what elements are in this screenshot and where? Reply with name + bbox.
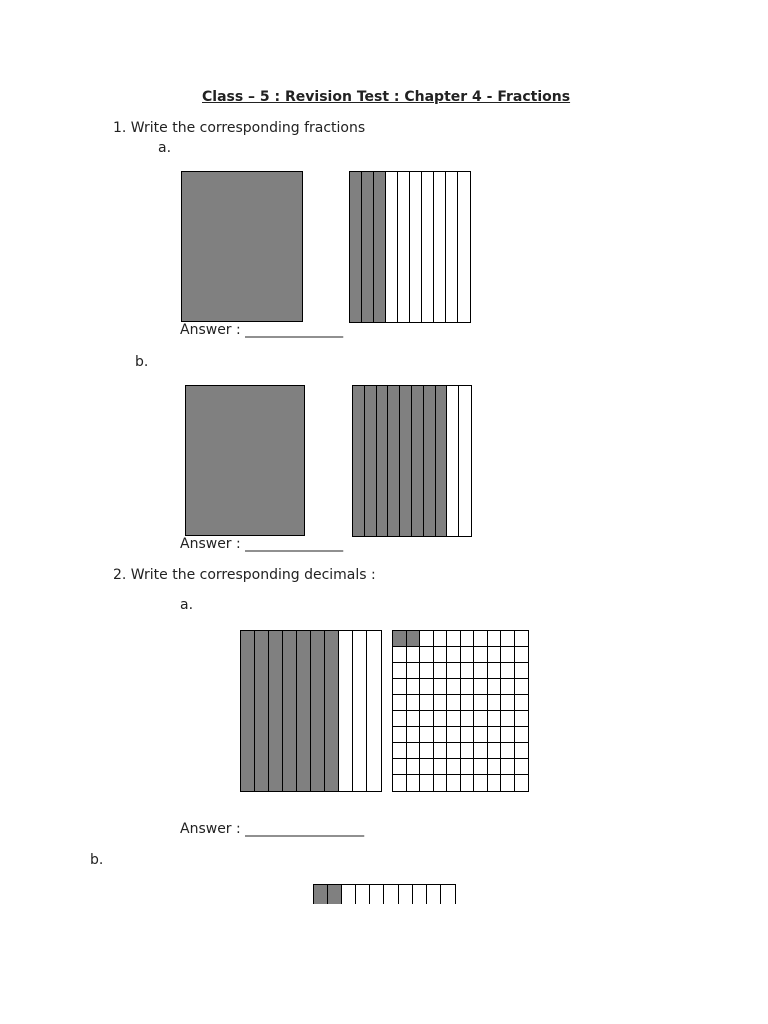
grid-cell [447, 679, 461, 695]
grid-cell [407, 743, 421, 759]
grid-cell [393, 727, 407, 743]
strip-column [283, 631, 297, 791]
grid-cell [393, 663, 407, 679]
grid-cell [501, 775, 515, 791]
grid-cell [501, 695, 515, 711]
strip-column [434, 172, 446, 322]
strip-column [400, 386, 412, 536]
grid-cell [447, 647, 461, 663]
grid-cell [488, 695, 502, 711]
grid-cell [515, 679, 529, 695]
q1a-whole-square [181, 171, 303, 322]
question-2b-label: b. [90, 852, 104, 868]
grid-cell [420, 663, 434, 679]
strip-column [422, 172, 434, 322]
strip-column [353, 386, 365, 536]
question-2-text: 2. Write the corresponding decimals : [113, 567, 376, 583]
grid-cell [461, 759, 475, 775]
strip-column [269, 631, 283, 791]
question-1b-answer: Answer : ______________ [180, 536, 344, 552]
strip-column [399, 885, 413, 904]
strip-column [447, 386, 459, 536]
grid-cell [474, 711, 488, 727]
q1b-whole-square [185, 385, 305, 536]
grid-cell [501, 727, 515, 743]
grid-cell [474, 647, 488, 663]
q2a-hundredths-grid [392, 630, 529, 792]
strip-column [374, 172, 386, 322]
grid-cell [488, 663, 502, 679]
grid-cell [488, 743, 502, 759]
strip-column [328, 885, 342, 904]
grid-cell [515, 663, 529, 679]
strip-column [398, 172, 410, 322]
grid-cell [501, 743, 515, 759]
strip-column [446, 172, 458, 322]
strip-column [342, 885, 356, 904]
grid-cell [501, 759, 515, 775]
grid-cell [434, 663, 448, 679]
grid-cell [434, 711, 448, 727]
grid-cell [474, 759, 488, 775]
grid-cell [515, 775, 529, 791]
question-1-text: 1. Write the corresponding fractions [113, 120, 366, 136]
grid-cell [407, 775, 421, 791]
grid-cell [447, 727, 461, 743]
grid-cell [488, 775, 502, 791]
strip-column [436, 386, 448, 536]
grid-cell [420, 743, 434, 759]
grid-cell [393, 647, 407, 663]
strip-column [370, 885, 384, 904]
grid-cell [515, 759, 529, 775]
grid-cell [488, 759, 502, 775]
strip-column [311, 631, 325, 791]
strip-column [386, 172, 398, 322]
grid-cell [393, 711, 407, 727]
strip-column [339, 631, 353, 791]
grid-cell [447, 743, 461, 759]
grid-cell [474, 727, 488, 743]
grid-cell [515, 711, 529, 727]
grid-cell [474, 679, 488, 695]
grid-cell [501, 647, 515, 663]
grid-cell [434, 727, 448, 743]
strip-column [424, 386, 436, 536]
grid-cell [393, 679, 407, 695]
grid-cell [515, 743, 529, 759]
grid-cell [501, 679, 515, 695]
grid-cell [434, 647, 448, 663]
grid-cell [434, 695, 448, 711]
grid-cell [488, 711, 502, 727]
strip-column [353, 631, 367, 791]
grid-cell [420, 727, 434, 743]
grid-cell [447, 631, 461, 647]
strip-column [427, 885, 441, 904]
grid-cell [407, 631, 421, 647]
grid-cell [447, 775, 461, 791]
grid-cell [461, 679, 475, 695]
question-2a-answer: Answer : _________________ [180, 821, 365, 837]
strip-column [367, 631, 381, 791]
grid-cell [407, 711, 421, 727]
grid-cell [474, 663, 488, 679]
grid-cell [488, 727, 502, 743]
question-1a-answer: Answer : ______________ [180, 322, 344, 338]
grid-cell [420, 775, 434, 791]
q2a-tenths-strip [240, 630, 382, 792]
grid-cell [474, 775, 488, 791]
grid-cell [393, 695, 407, 711]
grid-cell [515, 647, 529, 663]
grid-cell [447, 695, 461, 711]
grid-cell [434, 631, 448, 647]
grid-cell [434, 743, 448, 759]
page-title: Class – 5 : Revision Test : Chapter 4 - Fractions [202, 89, 571, 105]
grid-cell [515, 631, 529, 647]
grid-cell [420, 759, 434, 775]
grid-cell [420, 695, 434, 711]
q1a-fraction-strip [349, 171, 471, 323]
grid-cell [407, 647, 421, 663]
grid-cell [407, 663, 421, 679]
strip-column [365, 386, 377, 536]
grid-cell [447, 663, 461, 679]
strip-column [297, 631, 311, 791]
grid-cell [515, 695, 529, 711]
strip-column [458, 172, 470, 322]
grid-cell [407, 695, 421, 711]
grid-cell [488, 631, 502, 647]
grid-cell [393, 759, 407, 775]
question-2a-label: a. [180, 597, 194, 613]
strip-column [388, 386, 400, 536]
grid-cell [488, 679, 502, 695]
grid-cell [474, 743, 488, 759]
grid-cell [461, 663, 475, 679]
grid-cell [461, 727, 475, 743]
grid-cell [407, 759, 421, 775]
grid-cell [461, 743, 475, 759]
grid-cell [420, 647, 434, 663]
grid-cell [461, 695, 475, 711]
grid-cell [407, 679, 421, 695]
grid-cell [420, 631, 434, 647]
strip-column [459, 386, 471, 536]
strip-column [362, 172, 374, 322]
strip-column [350, 172, 362, 322]
grid-cell [461, 775, 475, 791]
strip-column [241, 631, 255, 791]
strip-column [410, 172, 422, 322]
grid-cell [447, 759, 461, 775]
strip-column [412, 386, 424, 536]
strip-column [255, 631, 269, 791]
strip-column [377, 386, 389, 536]
grid-cell [474, 695, 488, 711]
grid-cell [488, 647, 502, 663]
grid-cell [461, 711, 475, 727]
question-1a-label: a. [158, 140, 172, 156]
grid-cell [501, 711, 515, 727]
grid-cell [515, 727, 529, 743]
grid-cell [407, 727, 421, 743]
grid-cell [393, 631, 407, 647]
question-1b-label: b. [135, 354, 149, 370]
q1b-fraction-strip [352, 385, 472, 537]
grid-cell [420, 679, 434, 695]
grid-cell [393, 775, 407, 791]
grid-cell [461, 647, 475, 663]
grid-cell [474, 631, 488, 647]
grid-cell [461, 631, 475, 647]
strip-column [314, 885, 328, 904]
grid-cell [393, 743, 407, 759]
grid-cell [501, 631, 515, 647]
q2b-tenths-strip [313, 884, 456, 904]
grid-cell [420, 711, 434, 727]
grid-cell [434, 775, 448, 791]
grid-cell [434, 679, 448, 695]
strip-column [413, 885, 427, 904]
strip-column [385, 885, 399, 904]
strip-column [441, 885, 455, 904]
grid-cell [434, 759, 448, 775]
grid-cell [447, 711, 461, 727]
strip-column [325, 631, 339, 791]
strip-column [356, 885, 370, 904]
grid-cell [501, 663, 515, 679]
